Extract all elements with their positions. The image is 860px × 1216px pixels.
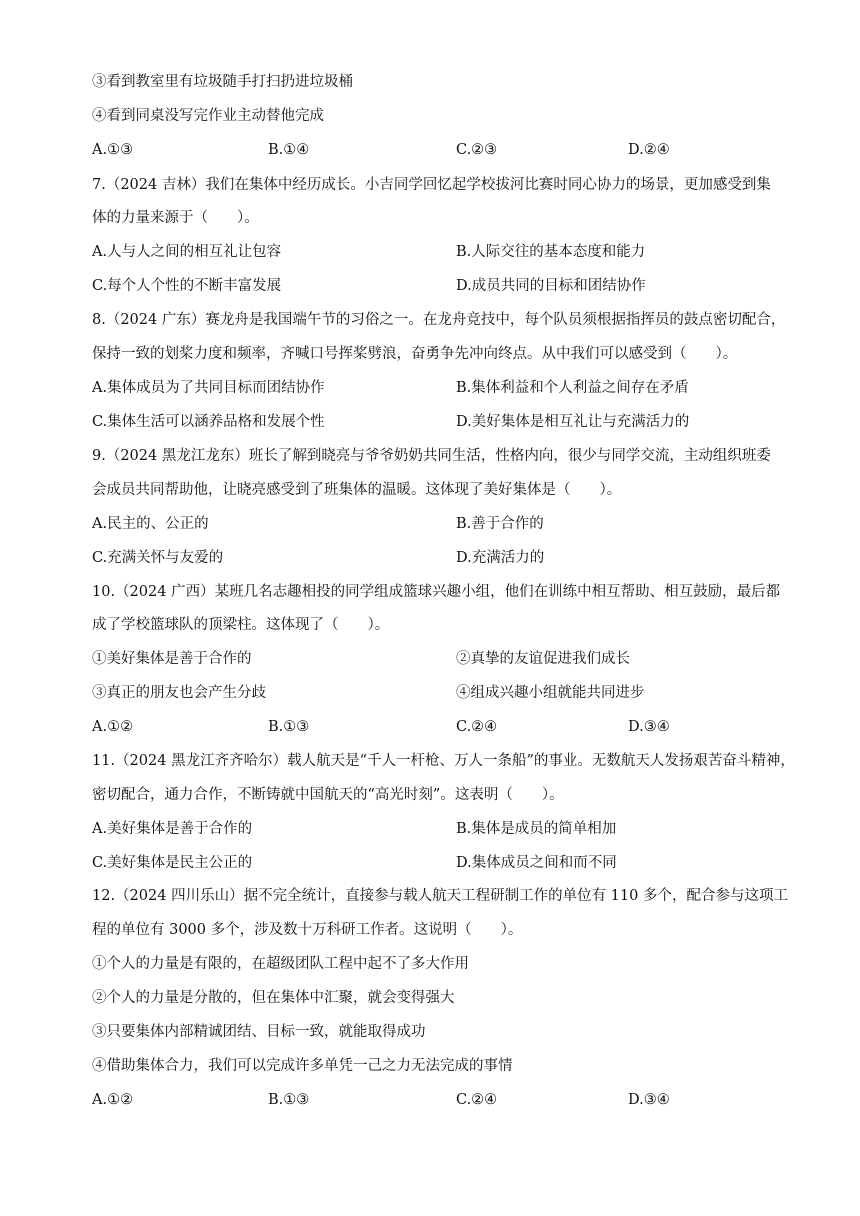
- question-9-option-c: C.充满关怀与友爱的: [92, 550, 224, 566]
- question-12-stem-cont: 程的单位有 3000 多个，涉及数十万科研工作者。这说明（ ）。: [92, 922, 523, 938]
- choice-a: A.①③: [92, 142, 134, 158]
- question-11-option-a: A.美好集体是善于合作的: [92, 821, 253, 837]
- question-11-stem: 11.（2024 黑龙江齐齐哈尔）载人航天是“千人一杆枪、万人一条船”的事业。无数航天人发扬艰苦奋斗精神，: [92, 753, 795, 769]
- choice-c: C.②③: [456, 142, 498, 158]
- question-11-option-c: C.美好集体是民主公正的: [92, 855, 253, 871]
- statement-4: ④看到同桌没写完作业主动替他完成: [92, 108, 324, 124]
- question-8-option-a: A.集体成员为了共同目标而团结协作: [92, 380, 325, 396]
- question-7-stem: 7.（2024 吉林）我们在集体中经历成长。小吉同学回忆起学校拔河比赛时同心协力的场景，更加感受到集: [92, 177, 771, 193]
- question-12-statement-4: ④借助集体合力，我们可以完成许多单凭一己之力无法完成的事情: [92, 1058, 513, 1074]
- question-12-choice-d: D.③④: [628, 1092, 670, 1108]
- question-10-statement-2: ②真挚的友谊促进我们成长: [456, 651, 630, 667]
- question-9-option-a: A.民主的、公正的: [92, 516, 209, 532]
- question-8-option-b: B.集体利益和个人利益之间存在矛盾: [456, 380, 689, 396]
- question-12-stem: 12.（2024 四川乐山）据不完全统计，直接参与载人航天工程研制工作的单位有 110 多个，配合参与这项工: [92, 888, 788, 904]
- question-10-statement-1: ①美好集体是善于合作的: [92, 651, 252, 667]
- question-7-option-c: C.每个人个性的不断丰富发展: [92, 278, 282, 294]
- question-10-choice-a: A.①②: [92, 719, 134, 735]
- question-12-statement-2: ②个人的力量是分散的，但在集体中汇聚，就会变得强大: [92, 990, 455, 1006]
- question-9-option-d: D.充满活力的: [456, 550, 545, 566]
- question-12-statement-1: ①个人的力量是有限的，在超级团队工程中起不了多大作用: [92, 956, 469, 972]
- question-8-stem: 8.（2024 广东）赛龙舟是我国端午节的习俗之一。在龙舟竞技中，每个队员须根据指挥员的鼓点密切配合，: [92, 312, 786, 328]
- question-10-statement-4: ④组成兴趣小组就能共同进步: [456, 685, 645, 701]
- question-12-choice-b: B.①③: [268, 1092, 310, 1108]
- question-11-option-d: D.集体成员之间和而不同: [456, 855, 617, 871]
- question-11-stem-cont: 密切配合，通力合作，不断铸就中国航天的“高光时刻”。这表明（ ）。: [92, 787, 564, 803]
- question-9-stem: 9.（2024 黑龙江龙东）班长了解到晓亮与爷爷奶奶共同生活，性格内向，很少与同学交流，主动组织班委: [92, 448, 771, 464]
- choice-d: D.②④: [628, 142, 670, 158]
- question-10-choice-d: D.③④: [628, 719, 670, 735]
- question-7-option-b: B.人际交往的基本态度和能力: [456, 244, 646, 260]
- question-11-option-b: B.集体是成员的简单相加: [456, 821, 617, 837]
- question-12-choice-a: A.①②: [92, 1092, 134, 1108]
- question-9-stem-cont: 会成员共同帮助他，让晓亮感受到了班集体的温暖。这体现了美好集体是（ ）。: [92, 482, 622, 498]
- question-10-choice-c: C.②④: [456, 719, 498, 735]
- question-7-option-d: D.成员共同的目标和团结协作: [456, 278, 646, 294]
- question-7-option-a: A.人与人之间的相互礼让包容: [92, 244, 282, 260]
- question-8-stem-cont: 保持一致的划桨力度和频率，齐喊口号挥桨劈浪，奋勇争先冲向终点。从中我们可以感受到（ ）。: [92, 346, 738, 362]
- question-8-option-c: C.集体生活可以涵养品格和发展个性: [92, 414, 325, 430]
- question-12-statement-3: ③只要集体内部精诚团结、目标一致，就能取得成功: [92, 1024, 426, 1040]
- question-10-statement-3: ③真正的朋友也会产生分歧: [92, 685, 266, 701]
- question-9-option-b: B.善于合作的: [456, 516, 544, 532]
- question-10-stem-cont: 成了学校篮球队的顶梁柱。这体现了（ ）。: [92, 617, 390, 633]
- statement-3: ③看到教室里有垃圾随手打扫扔进垃圾桶: [92, 74, 353, 90]
- choice-b: B.①④: [268, 142, 310, 158]
- question-10-stem: 10.（2024 广西）某班几名志趣相投的同学组成篮球兴趣小组，他们在训练中相互帮助、相互鼓励，最后都: [92, 584, 781, 600]
- question-8-option-d: D.美好集体是相互礼让与充满活力的: [456, 414, 690, 430]
- question-10-choice-b: B.①③: [268, 719, 310, 735]
- question-7-stem-cont: 体的力量来源于（ ）。: [92, 210, 259, 226]
- question-12-choice-c: C.②④: [456, 1092, 498, 1108]
